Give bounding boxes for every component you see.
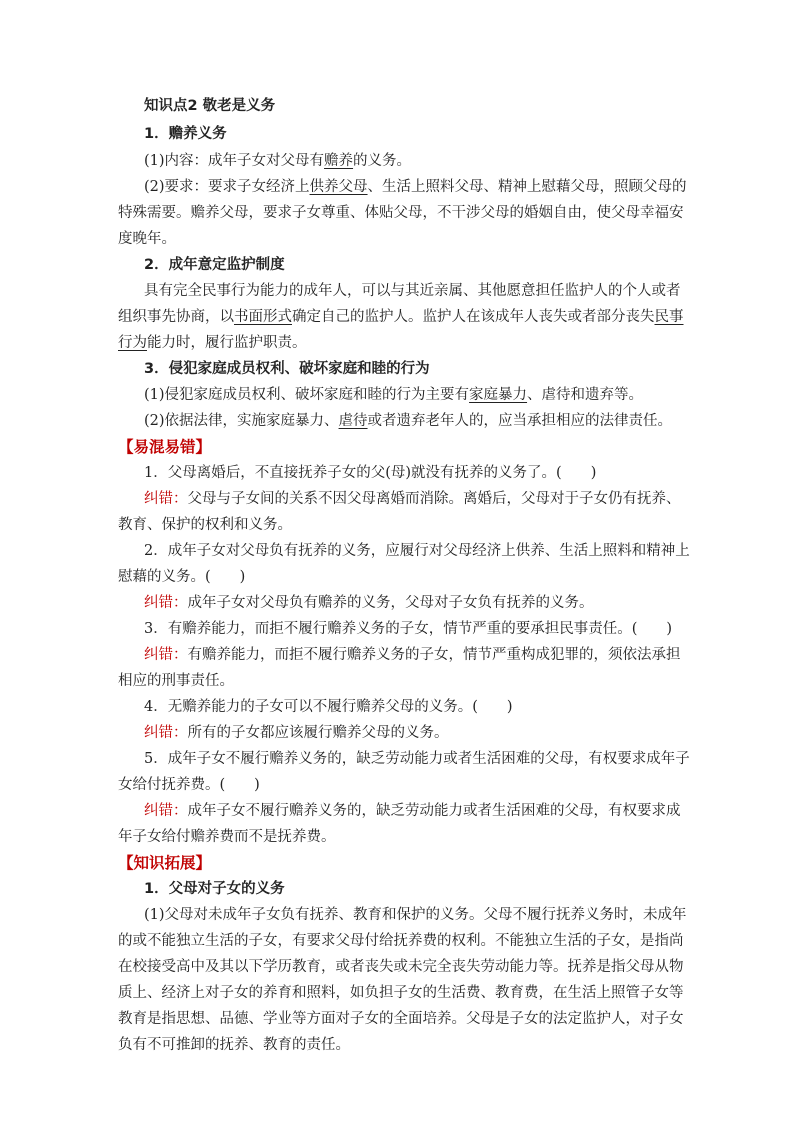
correction-1: 纠错：父母与子女间的关系不因父母离婚而消除。离婚后，父母对于子女仍有抚养、 bbox=[144, 491, 681, 507]
correction-1-cont: 教育、保护的权利和义务。 bbox=[118, 517, 292, 533]
subheading-infringement: 3．侵犯家庭成员权利、破坏家庭和睦的行为 bbox=[144, 361, 430, 377]
paragraph-line: 组织事先协商，以书面形式确定自己的监护人。监护人在该成年人丧失或者部分丧失民事 bbox=[118, 309, 684, 325]
correction-2: 纠错：成年子女对父母负有赡养的义务，父母对子女负有抚养的义务。 bbox=[144, 595, 594, 611]
question-2-cont: 慰藉的义务。( ) bbox=[118, 569, 246, 585]
subheading-parent-duty: 1．父母对子女的义务 bbox=[144, 881, 285, 897]
expand-heading: 【知识拓展】 bbox=[118, 854, 212, 872]
subheading-support-duty: 1．赡养义务 bbox=[144, 126, 227, 142]
paragraph-line: (1)父母对未成年子女负有抚养、教育和保护的义务。父母不履行抚养义务时，未成年 bbox=[144, 907, 687, 923]
paragraph-line: (1)侵犯家庭成员权利、破坏家庭和睦的行为主要有家庭暴力、虐待和遗弃等。 bbox=[144, 387, 644, 403]
question-4: 4．无赡养能力的子女可以不履行赡养父母的义务。( ) bbox=[144, 699, 513, 715]
paragraph-requirement: (2)要求：要求子女经济上供养父母、生活上照料父母、精神上慰藉父母，照顾父母的 bbox=[144, 179, 687, 195]
paragraph-line: 负有不可推卸的抚养、教育的责任。 bbox=[118, 1037, 350, 1053]
question-5: 5．成年子女不履行赡养义务的，缺乏劳动能力或者生活困难的父母，有权要求成年子 bbox=[144, 751, 690, 767]
paragraph-line: 教育是指思想、品德、学业等方面对子女的全面培养。父母是子女的法定监护人，对子女 bbox=[118, 1011, 684, 1027]
correction-5-cont: 年子女给付赡养费而不是抚养费。 bbox=[118, 829, 336, 845]
question-1: 1．父母离婚后，不直接抚养子女的父(母)就没有抚养的义务了。( ) bbox=[144, 465, 597, 481]
paragraph-line: 质上、经济上对子女的养育和照料，如负担子女的生活费、教育费，在生活上照管子女等 bbox=[118, 985, 684, 1001]
paragraph-line: 行为能力时，履行监护职责。 bbox=[118, 335, 307, 351]
paragraph-line: 度晚年。 bbox=[118, 231, 176, 247]
correction-3-cont: 相应的刑事责任。 bbox=[118, 673, 234, 689]
subheading-guardianship: 2．成年意定监护制度 bbox=[144, 257, 285, 273]
paragraph-line: 特殊需要。赡养父母，要求子女尊重、体贴父母，不干涉父母的婚姻自由，使父母幸福安 bbox=[118, 205, 684, 221]
paragraph-line: (2)依据法律，实施家庭暴力、虐待或者遗弃老年人的，应当承担相应的法律责任。 bbox=[144, 413, 673, 429]
paragraph-content: (1)内容：成年子女对父母有赡养的义务。 bbox=[144, 153, 412, 169]
question-2: 2．成年子女对父母负有抚养的义务，应履行对父母经济上供养、生活上照料和精神上 bbox=[144, 543, 690, 559]
correction-5: 纠错：成年子女不履行赡养义务的，缺乏劳动能力或者生活困难的父母，有权要求成 bbox=[144, 803, 681, 819]
section-title: 知识点2 敬老是义务 bbox=[144, 98, 276, 114]
question-3: 3．有赡养能力，而拒不履行赡养义务的子女，情节严重的要承担民事责任。( ) bbox=[144, 621, 673, 637]
paragraph-line: 在校接受高中及其以下学历教育，或者丧失或未完全丧失劳动能力等。抚养是指父母从物 bbox=[118, 959, 684, 975]
paragraph-line: 具有完全民事行为能力的成年人，可以与其近亲属、其他愿意担任监护人的个人或者 bbox=[144, 283, 681, 299]
correction-3: 纠错：有赡养能力，而拒不履行赡养义务的子女，情节严重构成犯罪的，须依法承担 bbox=[144, 647, 681, 663]
correction-4: 纠错：所有的子女都应该履行赡养父母的义务。 bbox=[144, 725, 449, 741]
paragraph-line: 的或不能独立生活的子女，有要求父母付给抚养费的权利。不能独立生活的子女，是指尚 bbox=[118, 933, 684, 949]
question-5-cont: 女给付抚养费。( ) bbox=[118, 777, 260, 793]
confuse-heading: 【易混易错】 bbox=[118, 438, 212, 456]
